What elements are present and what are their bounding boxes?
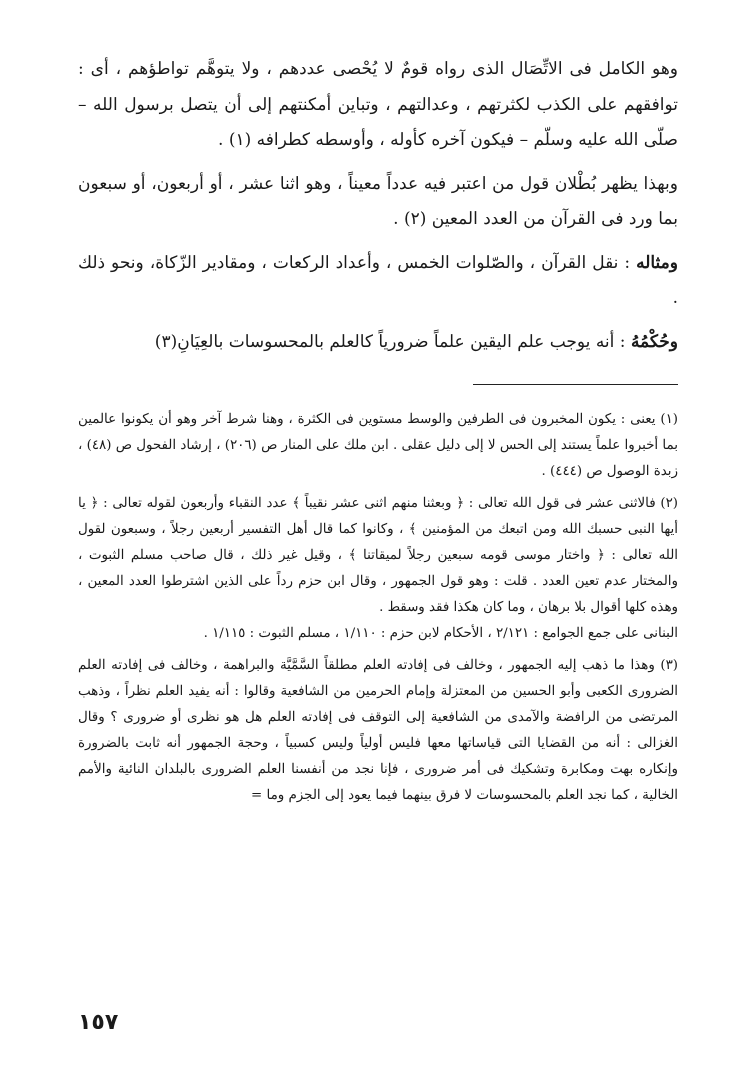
footnote-3: (٣) وهذا ما ذهب إليه الجمهور ، وخالف فى إفادته العلم مطلقاً السَّمَّيَّة والبراهمة ، وخالف فى إفادته العلم الضرورى الكعبى وأبو الحسين من المعتزلة وإمام الحرمين من الشافعية وقالوا : أنه يفيد العلم نظراً ، وذهب المرتضى من الرافضة والآمدى من الشافعية إلى التوقف فى إفادته العلم هل هو نظرى أو ضرورى ؟ وقال الغزالى : أنه من القضايا التى قياساتها معها فليس أولياً وليس كسبياً ، وحجة الجمهور أنه ثابت بالضرورة وإنكاره بهت ومكابرة وتشكيك فى أمر ضرورى ، فإنا نجد من أنفسنا العلم الضرورى بالبلدان النائية والأمم الخالية ، كما نجد العلم بالمحسوسات لا فرق بينهما فيما يعود إلى الجزم وما =: [78, 658, 678, 803]
book-page: [78, 52, 678, 809]
main-paragraph-1: وهو الكامل فى الاتِّصَال الذى رواه قومٌ لا يُحْصى عددهم ، ولا يتوهَّم تواطؤهم ، أى : توافقهم على الكذب لكثرتهم ، وعدالتهم ، وتباين أمكنتهم إلى أن يتصل برسول الله – صلّى الله عليه وسلّم – فيكون آخره كأوله ، وأوسطه كطرافه (١) .: [78, 59, 678, 150]
footnote-1: (١) يعنى : يكون المخبرون فى الطرفين والوسط مستوين فى الكثرة ، وهنا شرط آخر وهو أن يكونوا عالمين بما أخبروا علماً يستند إلى الحس لا إلى دليل عقلى . ابن ملك على المنار ص (٢٠٦) ، إرشاد الفحول ص (٤٨) ، زبدة الوصول ص (٤٤٤) .: [78, 412, 678, 479]
main-paragraph-4: [78, 325, 678, 361]
footnotes: [78, 407, 678, 809]
paragraph-4-text: : أنه يوجب علم اليقين علماً ضرورياً كالعلم بالمحسوسات بالعِيَانِ(٣): [154, 331, 631, 352]
main-paragraph-2: وبهذا يظهر بُطْلان قول من اعتبر فيه عدداً معيناً ، وهو اثنا عشر ، أو أربعون، أو سبعون بما ورد فى القرآن من العدد المعين (٢) .: [78, 173, 678, 229]
paragraph-3-text: : نقل القرآن ، والصّلوات الخمس ، وأعداد الركعات ، ومقادير الزّكاة، ونحو ذلك .: [78, 252, 678, 308]
paragraph-4-lead: وحُكْمُهُ: [630, 331, 678, 352]
footnote-2: (٢) فالاثنى عشر فى قول الله تعالى : ﴿ وبعثنا منهم اثنى عشر نقيباً ﴾ عدد النقباء وأربعون لقوله تعالى : ﴿ يا أيها النبى حسبك الله ومن اتبعك من المؤمنين ﴾ ، وكانوا كما قال أهل التفسير أربعين رجلاً ، وسبعون لقول الله تعالى : ﴿ واختار موسى قومه سبعين رجلاً لميقاتنا ﴾ ، وقيل غير ذلك ، قال صاحب مسلم الثبوت ، والمختار عدم تعين العدد . قلت : وهو قول الجمهور ، وقال ابن حزم رداً على الذين اشترطوا العدد المعين ، وهذه كلها أقوال بلا برهان ، وما كان هكذا فقد وسقط .: [78, 496, 678, 615]
paragraph-3-lead: ومثاله: [636, 252, 678, 273]
page-number: ١٥٧: [78, 1010, 119, 1035]
main-paragraph-3: [78, 246, 678, 317]
footnote-2-references: البنانى على جمع الجوامع : ٢/١٢١ ، الأحكام لابن حزم : ١/١١٠ ، مسلم الثبوت : ١/١١٥ .: [203, 626, 678, 641]
main-text: [78, 52, 678, 360]
footnote-separator: [473, 384, 678, 385]
